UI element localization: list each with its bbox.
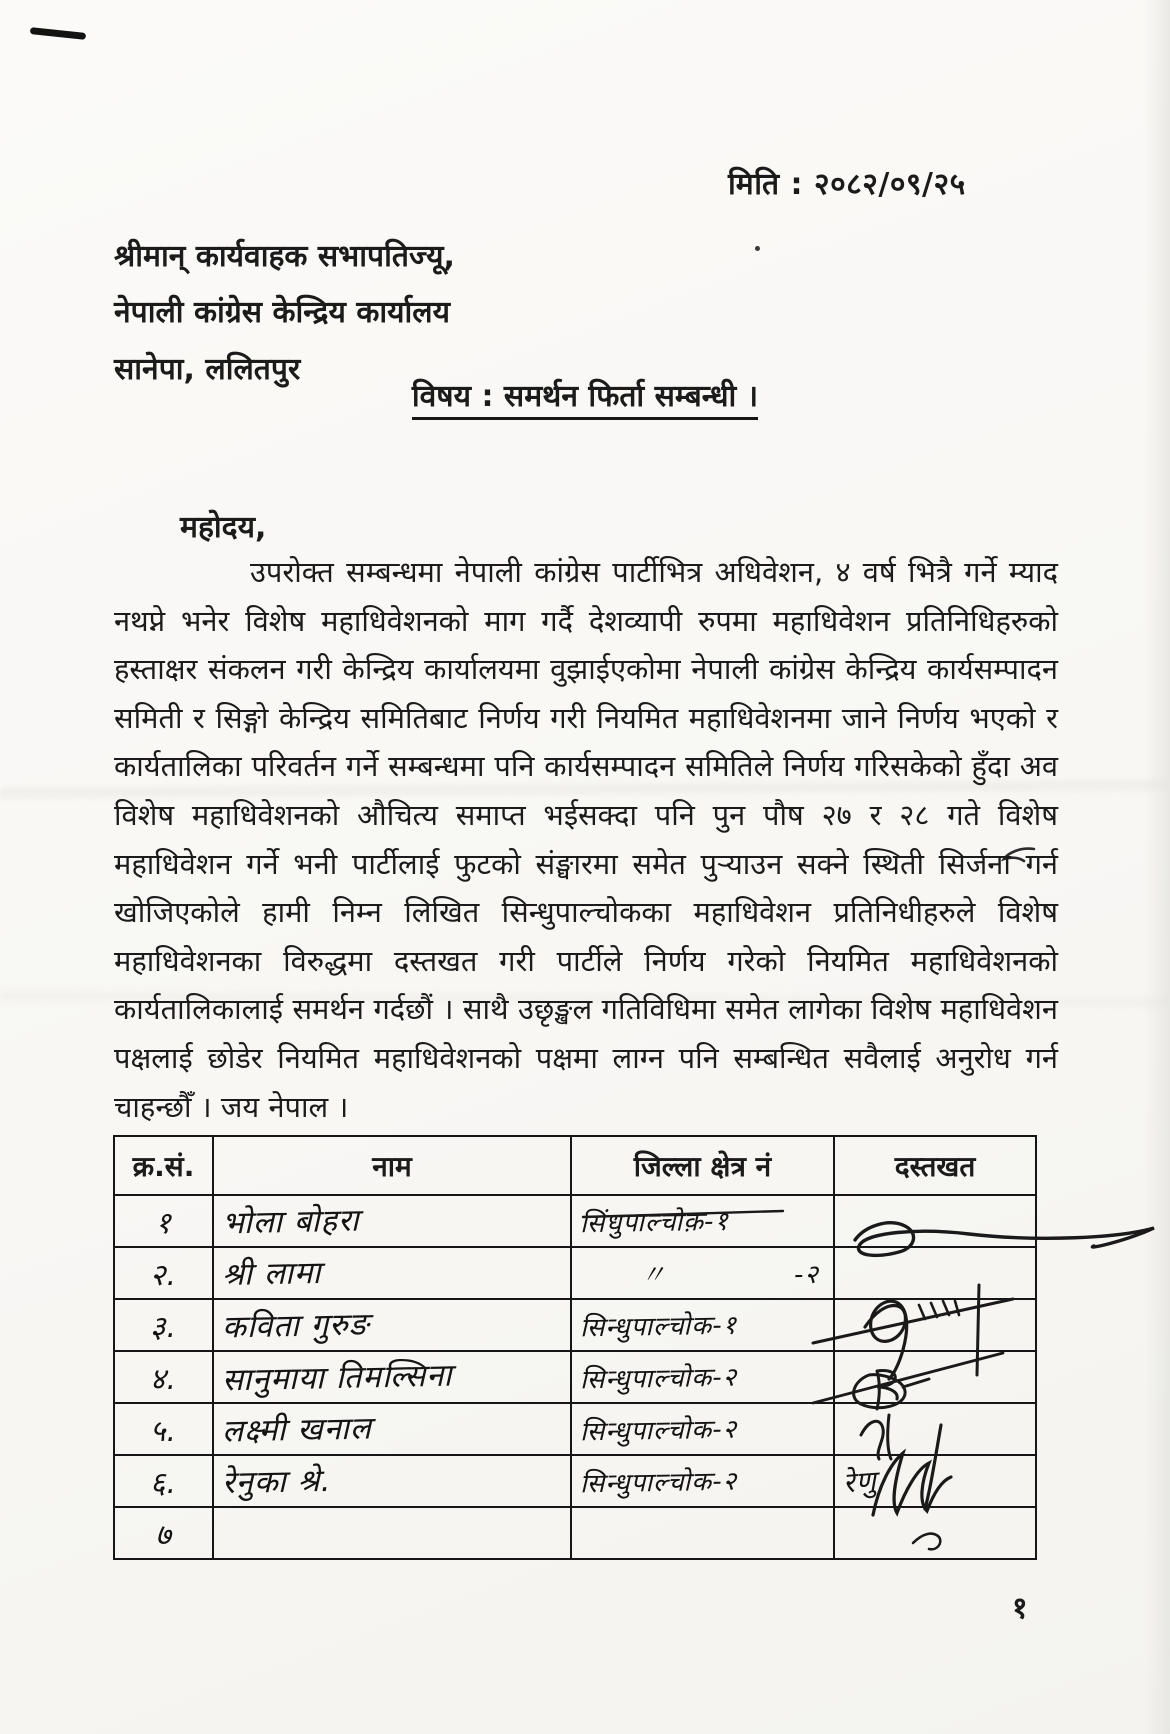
serial-number: ७ — [155, 1517, 172, 1553]
serial-number: ५. — [149, 1413, 178, 1449]
member-name: श्री लामा — [221, 1254, 322, 1294]
recipient-address: सानेपा, ललितपुर — [114, 352, 301, 387]
member-name: लक्ष्मी खनाल — [221, 1410, 373, 1450]
district-area: -२ — [793, 1259, 820, 1290]
letter-date: मिति : २०८२/०९/२५ — [728, 167, 966, 202]
district-area: सिन्धुपाल्चोक-२ — [579, 1362, 738, 1396]
signature-table — [113, 1135, 1037, 1560]
table-row — [114, 1247, 1036, 1299]
table-row — [114, 1403, 1036, 1455]
stray-ink-dot — [755, 246, 760, 251]
table-header-row — [114, 1136, 1036, 1195]
header-district-area: जिल्ला क्षेत्र नं — [571, 1136, 834, 1195]
header-name: नाम — [213, 1136, 571, 1195]
serial-number: ३. — [149, 1309, 178, 1345]
district-area: सिंधुपाल्चोक़-१ — [579, 1206, 730, 1240]
recipient-organization: नेपाली कांग्रेस केन्द्रिय कार्यालय — [114, 295, 451, 330]
signature-text: रेणु. — [841, 1463, 888, 1500]
serial-number: २. — [149, 1257, 178, 1293]
table-row — [114, 1299, 1036, 1351]
table-row — [114, 1455, 1036, 1507]
subject-text: विषय : समर्थन फिर्ता सम्बन्धी । — [412, 379, 758, 420]
table-row — [114, 1195, 1036, 1247]
scan-edge-shadow — [1144, 0, 1170, 1734]
pen-dash-mark — [30, 27, 86, 40]
district-area: सिन्धुपाल्चोक-१ — [579, 1310, 738, 1344]
district-area: सिन्धुपाल्चोक-२ — [579, 1414, 738, 1448]
header-signature: दस्तखत — [834, 1136, 1036, 1195]
member-name: सानुमाया तिमल्सिना — [221, 1357, 453, 1399]
table-row — [114, 1351, 1036, 1403]
district-area: सिन्धुपाल्चोक-२ — [579, 1466, 738, 1500]
recipient-title: श्रीमान् कार्यवाहक सभापतिज्यू, — [114, 239, 455, 274]
member-name: भोला बोहरा — [221, 1202, 361, 1242]
salutation: महोदय, — [180, 510, 267, 545]
member-name: रेनुका श्रे. — [221, 1462, 332, 1502]
page-number: १ — [1012, 1591, 1028, 1626]
serial-number: १ — [155, 1205, 172, 1241]
serial-number: ६. — [149, 1465, 178, 1501]
table-row — [114, 1507, 1036, 1559]
letter-body: उपरोक्त सम्बन्धमा नेपाली कांग्रेस पार्टीभित्र अधिवेशन, ४ वर्ष भित्रै गर्ने म्याद नथप्ने भनेर विशेष महाधिवेशनको माग गर्दै देशव्यापी रुपमा महाधिवेशन प्रतिनिधिहरुको हस्ताक्षर संकलन गरी केन्द्रिय कार्यालयमा वुझाईएकोमा नेपाली कांग्रेस केन्द्रिय कार्यसम्पादन समिती र सिङ्गो केन्द्रिय समितिबाट निर्णय गरी नियमित महाधिवेशनमा जाने निर्णय भएको र कार्यतालिका परिवर्तन गर्ने सम्बन्धमा पनि कार्यसम्पादन समितिले निर्णय गरिसकेको हुँदा अव विशेष महाधिवेशनको औचित्य समाप्त भईसक्दा पनि पुन पौष २७ र २८ गते विशेष महाधिवेशन गर्ने भनी पार्टीलाई फुटको संङ्घारमा समेत पुऱ्याउन सक्ने स्थिती सिर्जना गर्न खोजिएकोले हामी निम्न लिखित सिन्धुपाल्चोकका महाधिवेशन प्रतिनिधीहरुले विशेष महाधिवेशनका विरुद्धमा दस्तखत गरी पार्टीले निर्णय गरेको नियमित महाधिवेशनको कार्यतालिकालाई समर्थन गर्दछौं । साथै उछृङ्खल गतिविधिमा समेत लागेका विशेष महाधिवेशन पक्षलाई छोडेर नियमित महाधिवेशनको पक्षमा लाग्न पनि सम्बन्धित सवैलाई अनुरोध गर्न चाहन्छौँ । जय नेपाल । — [114, 555, 1058, 1124]
signature-table-wrap — [113, 1135, 1035, 1560]
subject-line — [0, 374, 1170, 415]
district-ditto-mark: 〃 — [639, 1259, 668, 1291]
serial-number: ४. — [149, 1361, 178, 1397]
header-serial-number: क्र.सं. — [114, 1136, 213, 1195]
member-name: कविता गुरुङ — [221, 1306, 370, 1346]
